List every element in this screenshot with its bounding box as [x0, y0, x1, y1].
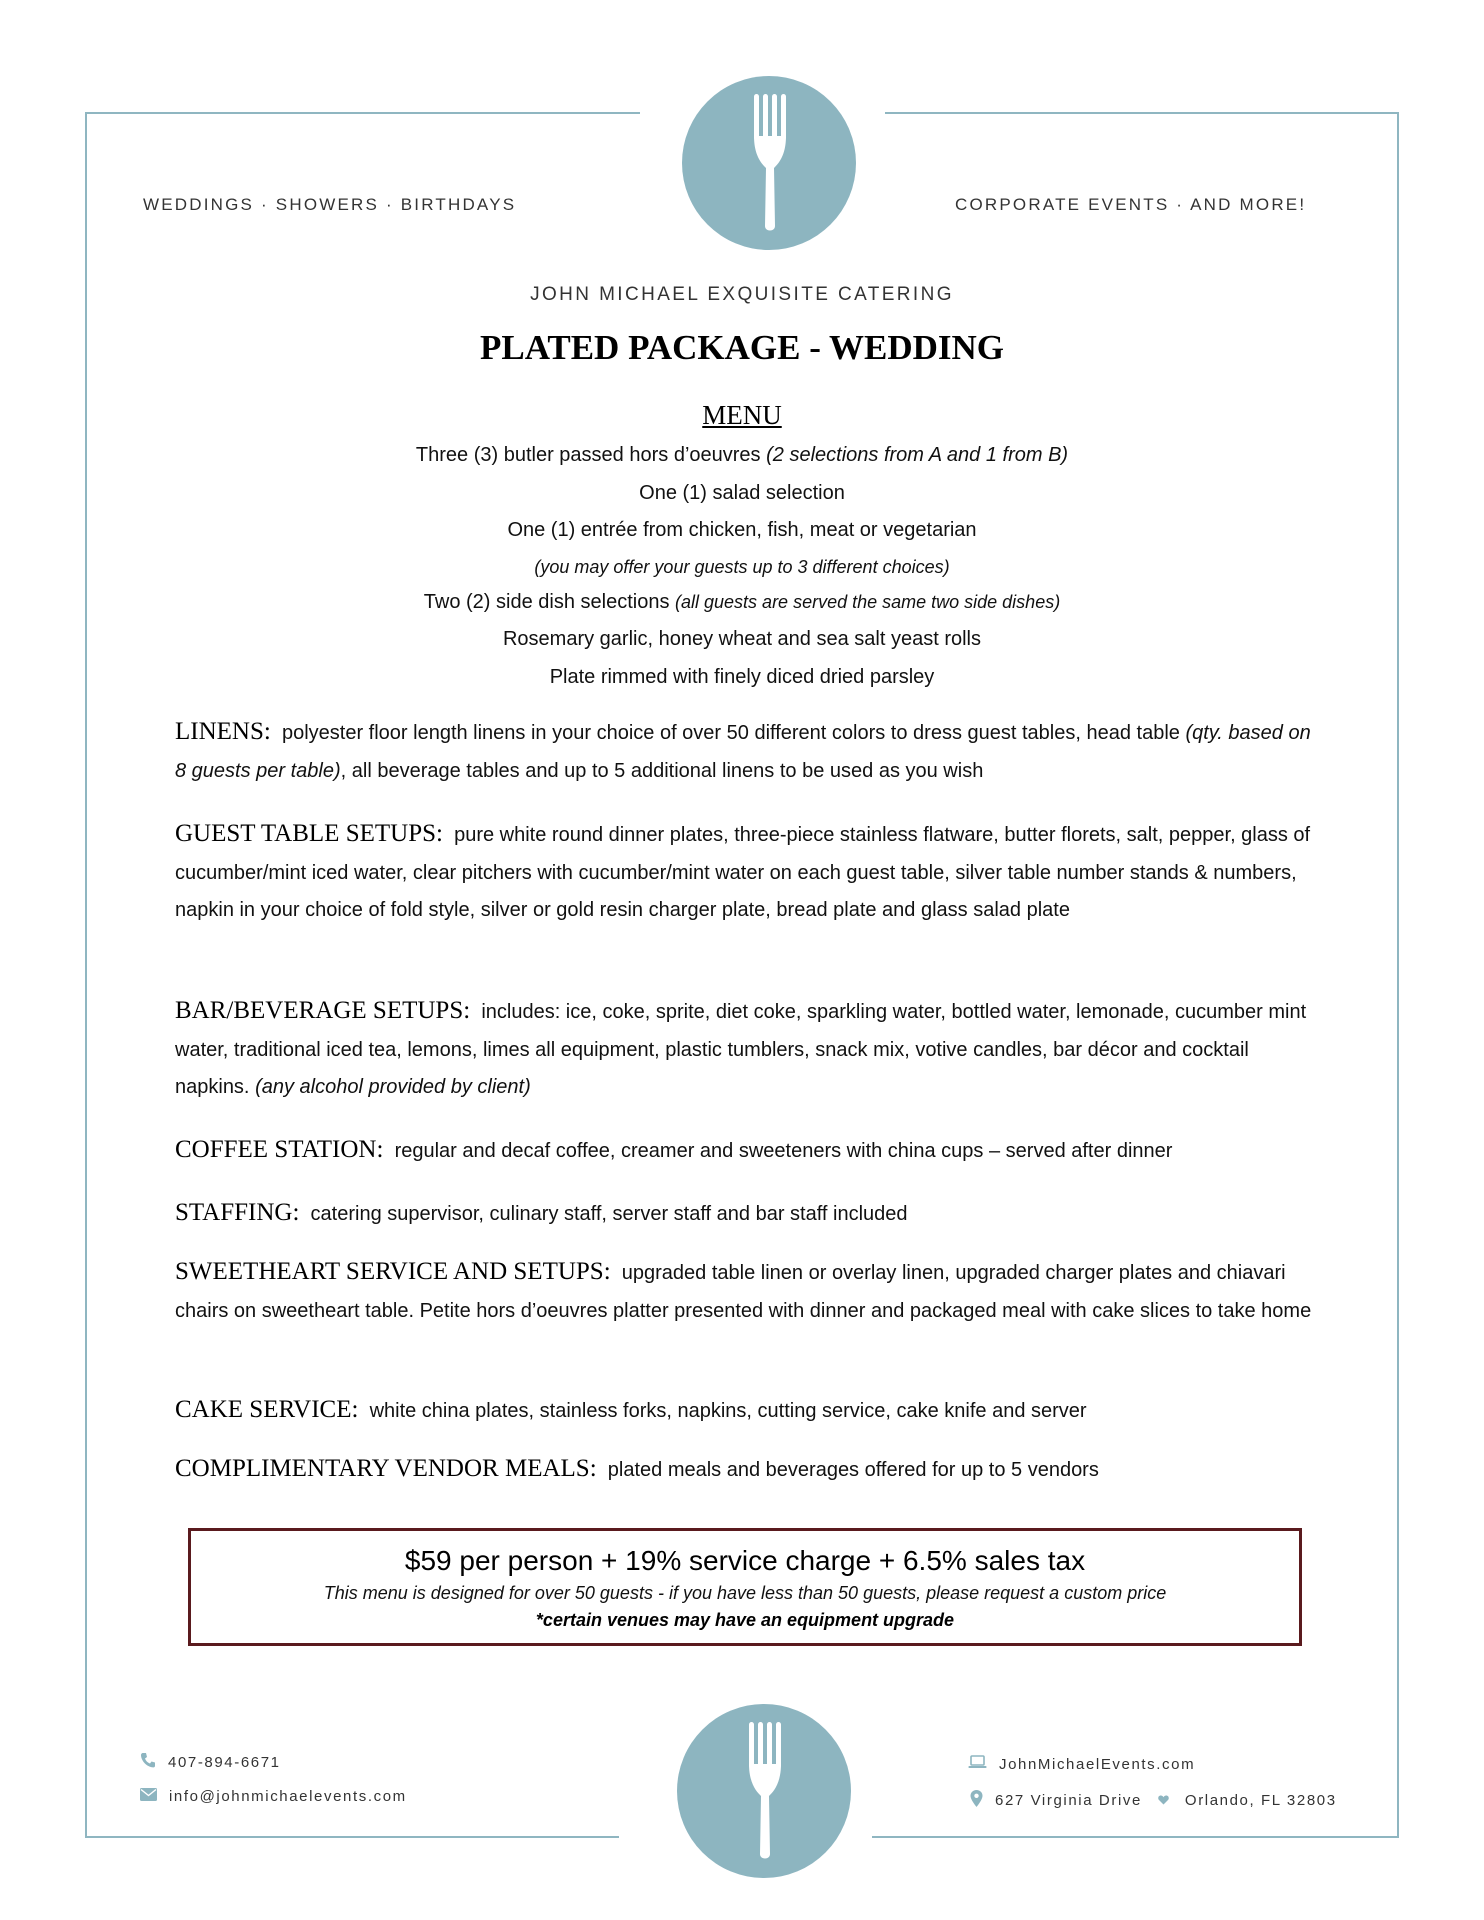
section-label: CAKE SERVICE: [175, 1396, 359, 1423]
map-pin-icon [970, 1790, 983, 1811]
section-sweetheart [175, 1253, 1315, 1330]
phone-number: 407-894-6671 [168, 1753, 281, 1771]
company-name: JOHN MICHAEL EXQUISITE CATERING [530, 284, 954, 305]
tagline-left: WEDDINGS · SHOWERS · BIRTHDAYS [143, 195, 517, 214]
fork-icon [677, 1704, 851, 1878]
frame-top-left [85, 112, 640, 114]
frame-bottom-right [872, 1836, 1399, 1838]
street-address: 627 Virginia Drive [995, 1792, 1142, 1809]
section-label: STAFFING: [175, 1199, 300, 1226]
menu-list [0, 437, 1484, 696]
contact-phone[interactable] [140, 1752, 281, 1772]
frame-bottom-left [85, 1836, 619, 1838]
menu-item-garnish: Plate rimmed with finely diced dried parsley [549, 665, 935, 688]
section-guest-table-setups [175, 815, 1315, 930]
price-main: $59 per person + 19% service charge + 6.5% sales tax [404, 1545, 1086, 1576]
section-cake-service [175, 1391, 1315, 1431]
menu-item-note: (2 selections from A and 1 from B) [766, 444, 1069, 466]
section-label: COMPLIMENTARY VENDOR MEALS: [175, 1455, 597, 1482]
frame-left [85, 112, 87, 1838]
section-coffee-station [175, 1131, 1315, 1171]
laptop-icon [968, 1755, 987, 1773]
logo-badge-bottom [677, 1704, 851, 1878]
city-state-zip: Orlando, FL 32803 [1184, 1792, 1337, 1809]
contact-website[interactable] [968, 1755, 1195, 1773]
contact-email[interactable] [140, 1788, 407, 1805]
menu-item-entree-note [0, 550, 1484, 584]
price-upgrade-note: *certain venues may have an equipment upgrade [535, 1610, 955, 1630]
frame-top-right [885, 112, 1399, 114]
section-staffing [175, 1194, 1315, 1234]
section-text: white china plates, stainless forks, napkins, cutting service, cake knife and server [369, 1400, 1087, 1422]
section-text: polyester floor length linens in your choice of over 50 different colors to dress guest tables, head table [281, 722, 1186, 744]
section-text: pure white round dinner plates, three-piece stainless flatware, butter florets, salt, pepper, glass of cucumber/mint iced water, clear pitchers with cucumber/mint water on each guest table, silver table number stands & numbers, napkin in your choice of fold style, silver or gold resin charger plate, bread plate and glass salad plate [175, 824, 1311, 921]
section-linens [175, 713, 1315, 790]
section-label: COFFEE STATION: [175, 1136, 384, 1163]
section-text: catering supervisor, culinary staff, server staff and bar staff included [310, 1203, 908, 1225]
menu-item-text: Two (2) side dish selections [423, 590, 676, 613]
section-vendor-meals [175, 1450, 1315, 1490]
menu-item-rolls: Rosemary garlic, honey wheat and sea salt yeast rolls [502, 628, 981, 650]
envelope-icon [140, 1788, 157, 1805]
section-label: LINENS: [175, 718, 271, 745]
phone-icon [140, 1752, 156, 1772]
contact-address [970, 1790, 1337, 1811]
menu-item-entree: One (1) entrée from chicken, fish, meat or vegetarian [507, 519, 977, 541]
section-label: SWEETHEART SERVICE AND SETUPS: [175, 1258, 611, 1285]
fork-icon [682, 76, 856, 250]
section-label: GUEST TABLE SETUPS: [175, 820, 443, 847]
section-text: upgraded table linen or overlay linen, upgraded charger plates and chiavari chairs on sweetheart table. Petite hors d’oeuvres platter presented with dinner and packaged meal with cake slices to take home [175, 1262, 1312, 1322]
menu-item-note: (all guests are served the same two side dishes) [675, 591, 1061, 612]
section-text: includes: ice, coke, sprite, diet coke, sparkling water, bottled water, lemonade, cucumber mint water, traditional iced tea, lemons, limes all equipment, plastic tumblers, snack mix, votive candles, bar décor and cocktail napkins. [175, 1001, 1307, 1098]
section-bar-beverage-setups [175, 992, 1315, 1107]
page-title: PLATED PACKAGE - WEDDING [479, 328, 1005, 367]
section-note: (qty. based on 8 guests per table) [175, 722, 1311, 782]
website-url: JohnMichaelEvents.com [999, 1755, 1196, 1773]
section-note: (any alcohol provided by client) [255, 1076, 531, 1098]
menu-item-salad: One (1) salad selection [639, 481, 845, 504]
price-note: This menu is designed for over 50 guests - if you have less than 50 guests, please request a custom price [323, 1583, 1167, 1603]
menu-item-hors-doeuvres [0, 437, 1484, 475]
email-address: info@johnmichaelevents.com [169, 1788, 407, 1805]
menu-item-sides [0, 584, 1484, 622]
heart-icon [1158, 1792, 1169, 1809]
section-label: BAR/BEVERAGE SETUPS: [175, 997, 471, 1024]
pricing-box [188, 1528, 1302, 1646]
section-text: , all beverage tables and up to 5 additional linens to be used as you wish [340, 759, 984, 782]
menu-item-text: Three (3) butler passed hors d’oeuvres [415, 444, 767, 466]
frame-right [1397, 112, 1399, 1838]
logo-badge-top [682, 76, 856, 250]
entree-note-text: (you may offer your guests up to 3 different choices) [534, 556, 950, 577]
section-text: regular and decaf coffee, creamer and sweeteners with china cups – served after dinner [394, 1140, 1173, 1162]
tagline-right: CORPORATE EVENTS · AND MORE! [955, 195, 1307, 214]
menu-heading: MENU [702, 400, 782, 430]
section-text: plated meals and beverages offered for up to 5 vendors [607, 1459, 1099, 1481]
